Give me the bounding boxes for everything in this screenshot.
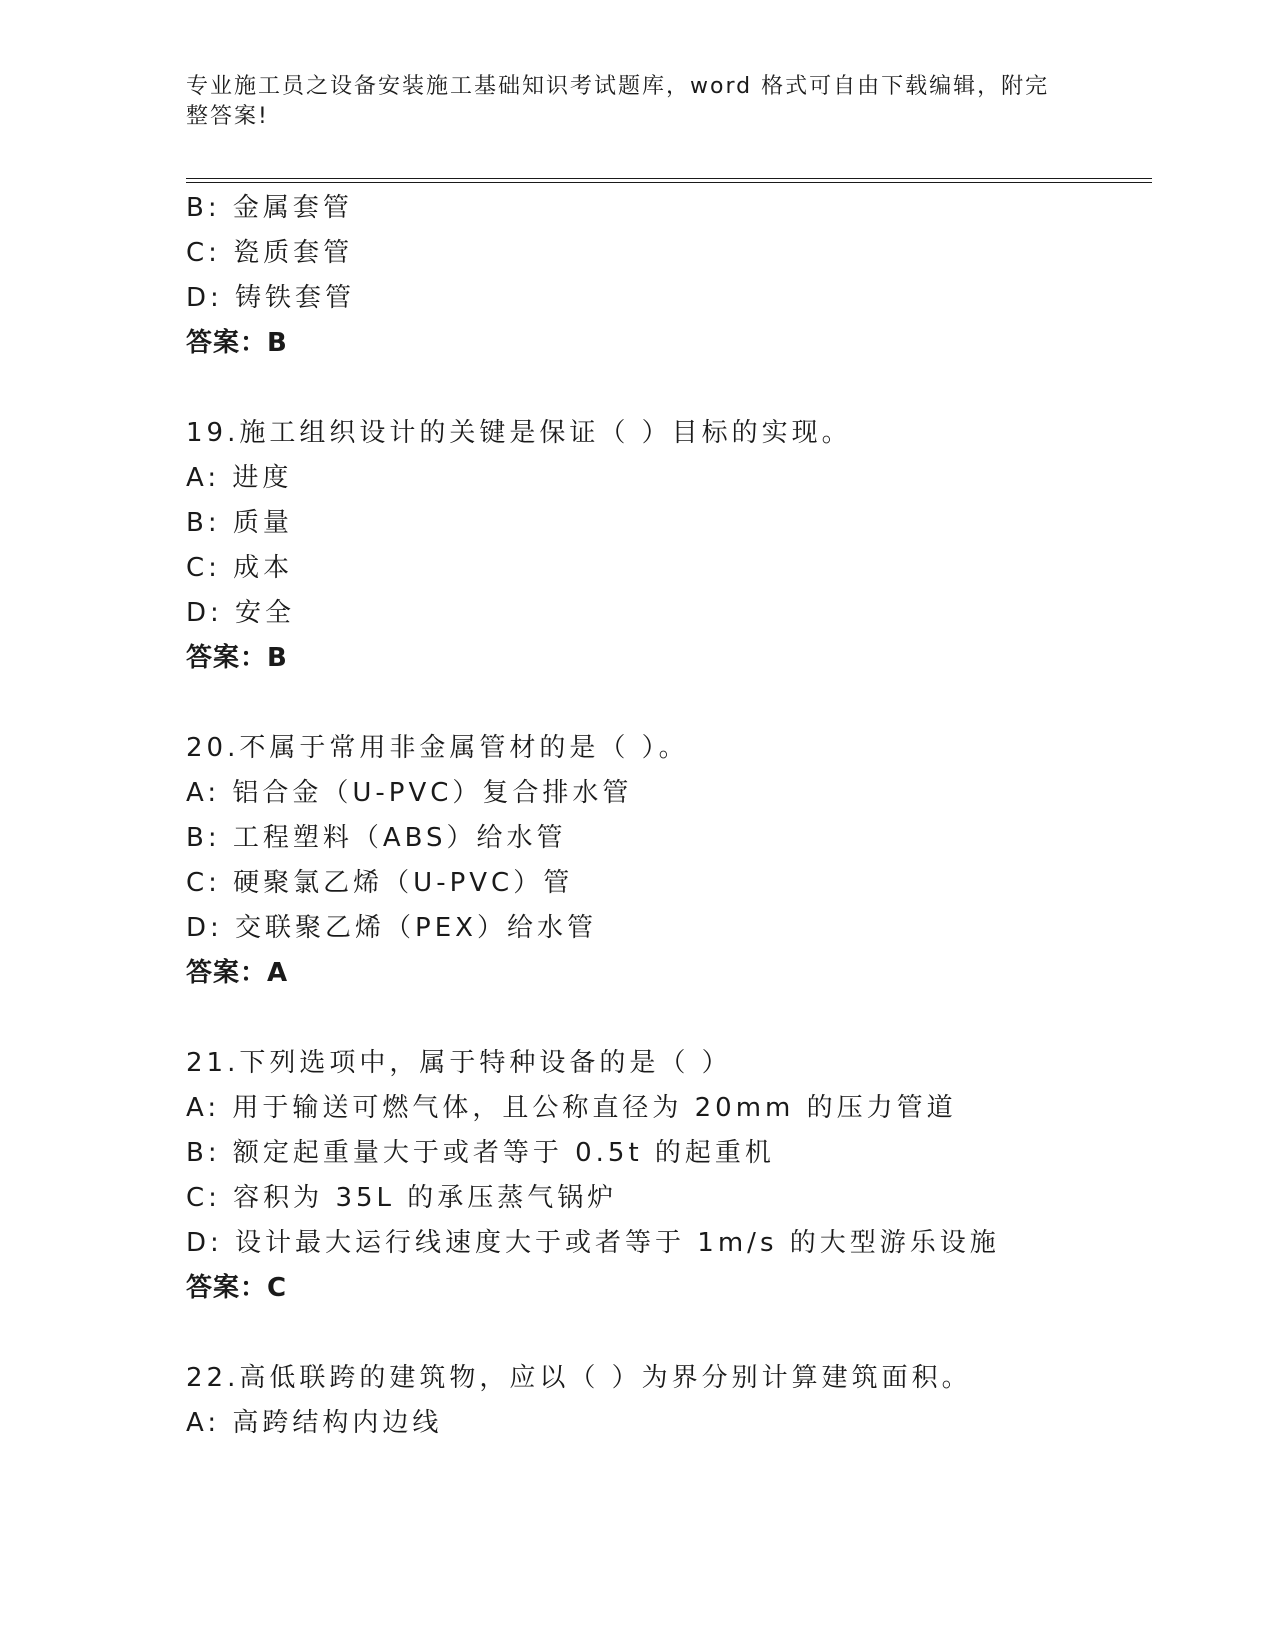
q21-answer: 答案：C (186, 1273, 288, 1303)
document-header (186, 72, 1066, 132)
q19-answer: 答案：B (186, 643, 288, 673)
header-line-2: 整答案! (186, 104, 269, 129)
q20-option-d: D: 交联聚乙烯（PEX）给水管 (186, 913, 597, 943)
q22-question: 22.高低联跨的建筑物，应以（ ）为界分别计算建筑面积。 (186, 1363, 972, 1393)
q20-question: 20.不属于常用非金属管材的是（ ）。 (186, 733, 689, 763)
q20-option-a: A: 铝合金（U-PVC）复合排水管 (186, 778, 633, 808)
q21-option-c: C: 容积为 35L 的承压蒸气锅炉 (186, 1183, 618, 1213)
header-divider-top (186, 178, 1152, 179)
q19-question: 19.施工组织设计的关键是保证（ ）目标的实现。 (186, 418, 852, 448)
header-line-1: 专业施工员之设备安装施工基础知识考试题库，word 格式可自由下载编辑，附完 (186, 74, 1050, 99)
q21-option-d: D: 设计最大运行线速度大于或者等于 1m/s 的大型游乐设施 (186, 1228, 1000, 1258)
q20-answer: 答案：A (186, 958, 289, 988)
q21-option-b: B: 额定起重量大于或者等于 0.5t 的起重机 (186, 1138, 775, 1168)
header-divider-bottom (186, 182, 1152, 183)
q19-option-c: C: 成本 (186, 553, 294, 583)
q22-option-a: A: 高跨结构内边线 (186, 1408, 443, 1438)
q19-option-b: B: 质量 (186, 508, 293, 538)
q20-option-c: C: 硬聚氯乙烯（U-PVC）管 (186, 868, 574, 898)
q18-option-c: C: 瓷质套管 (186, 238, 354, 268)
q19-option-a: A: 进度 (186, 463, 293, 493)
q18-option-d: D: 铸铁套管 (186, 283, 356, 313)
q21-question: 21.下列选项中，属于特种设备的是（ ） (186, 1048, 732, 1078)
q20-option-b: B: 工程塑料（ABS）给水管 (186, 823, 567, 853)
q18-option-b: B: 金属套管 (186, 193, 353, 223)
q18-answer: 答案：B (186, 328, 288, 358)
q19-option-d: D: 安全 (186, 598, 296, 628)
q21-option-a: A: 用于输送可燃气体，且公称直径为 20mm 的压力管道 (186, 1093, 957, 1123)
